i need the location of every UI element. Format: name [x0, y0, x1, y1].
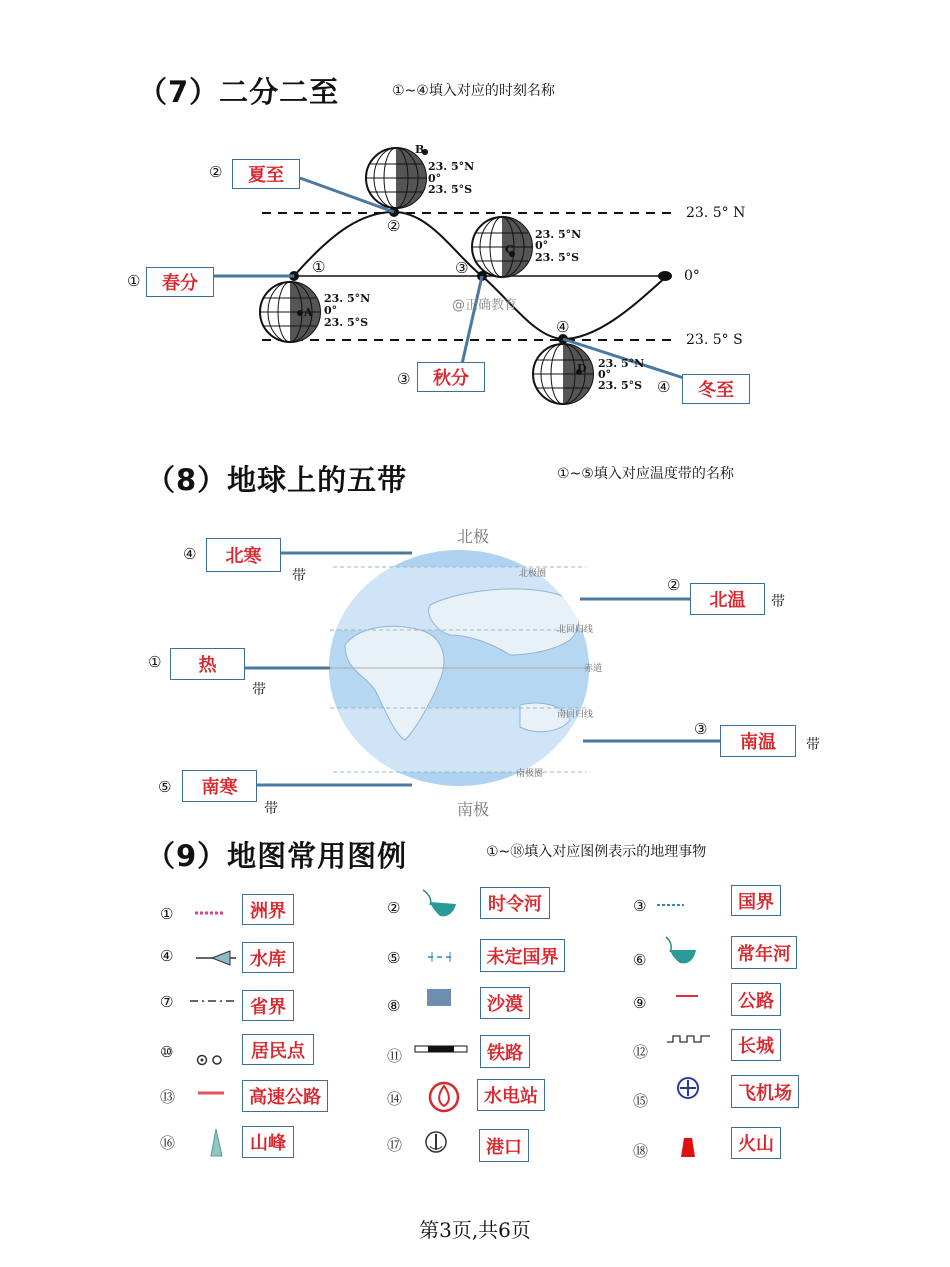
hydropower-symbol — [430, 1083, 458, 1111]
equator-label: 赤道 — [584, 664, 603, 674]
s9-num-5: ⑤ — [387, 949, 401, 967]
suffix-2: 带 — [771, 594, 785, 610]
peak-symbol — [211, 1129, 222, 1156]
answer-south-frigid[interactable]: 南寒 — [182, 770, 257, 802]
s9-num-6: ⑥ — [633, 951, 647, 969]
answer-south-temperate[interactable]: 南温 — [720, 725, 796, 757]
section7-title: （7）二分二至 — [138, 75, 340, 109]
legend-symbols — [0, 870, 950, 1170]
answer-expressway[interactable]: 高速公路 — [242, 1080, 328, 1112]
answer-reservoir[interactable]: 水库 — [242, 942, 294, 973]
s9-num-17: ⑰ — [387, 1136, 403, 1154]
globe-d-lat-n: 23. 5°N — [598, 357, 645, 370]
s9-num-15: ⑮ — [633, 1092, 649, 1110]
curve-num-3: ③ — [455, 259, 469, 277]
lat-0-label: 0° — [684, 268, 700, 284]
globe-b-lat-0: 0° — [428, 172, 442, 185]
airport-symbol — [678, 1078, 698, 1098]
desert-symbol — [427, 989, 451, 1006]
undetermined-boundary-symbol — [428, 952, 454, 962]
suffix-3: 带 — [806, 737, 820, 753]
five-zones-globe — [0, 505, 950, 815]
globe-c-lat-n: 23. 5°N — [535, 228, 582, 241]
suffix-4: 带 — [292, 568, 306, 584]
great-wall-symbol — [667, 1036, 710, 1042]
answer-seasonal-river[interactable]: 时令河 — [480, 887, 550, 919]
answer-volcano[interactable]: 火山 — [731, 1127, 781, 1159]
section9-title: （9）地图常用图例 — [146, 839, 408, 873]
answer-great-wall[interactable]: 长城 — [731, 1029, 781, 1061]
globe-b-lat-n: 23. 5°N — [428, 160, 475, 173]
port-symbol — [426, 1132, 446, 1152]
south-pole-label: 南极 — [457, 800, 490, 819]
point-c-label: C — [505, 243, 514, 256]
curve-num-1: ① — [312, 258, 326, 276]
s9-num-11: ⑪ — [387, 1047, 403, 1065]
globe-a-lat-s: 23. 5°S — [324, 316, 369, 329]
globe-b-lat-s: 23. 5°S — [428, 183, 473, 196]
s9-num-3: ③ — [633, 897, 647, 915]
answer-hydropower-station[interactable]: 水电站 — [477, 1079, 545, 1111]
section8-instruction: ①~⑤填入对应温度带的名称 — [557, 466, 734, 482]
settlement-symbol — [198, 1056, 222, 1065]
answer-railway[interactable]: 铁路 — [480, 1035, 530, 1068]
antarctic-circle-label: 南极圈 — [516, 769, 544, 779]
answer-peak[interactable]: 山峰 — [242, 1126, 294, 1158]
answer-perennial-river[interactable]: 常年河 — [731, 936, 797, 969]
answer-winter-solstice[interactable]: 冬至 — [682, 374, 750, 404]
lat-23s-label: 23. 5° S — [686, 332, 743, 348]
answer-north-frigid[interactable]: 北寒 — [206, 538, 281, 572]
s9-num-14: ⑭ — [387, 1090, 403, 1108]
railway-symbol — [415, 1046, 467, 1052]
s9-num-4: ④ — [160, 947, 174, 965]
answer-spring-equinox[interactable]: 春分 — [146, 267, 214, 297]
lat-23n-label: 23. 5° N — [686, 205, 746, 221]
answer-undetermined-boundary[interactable]: 未定国界 — [480, 939, 565, 972]
watermark: @正确教育 — [452, 298, 518, 313]
arctic-circle-label: 北极圈 — [519, 569, 547, 579]
globe-a-lat-n: 23. 5°N — [324, 292, 371, 305]
curve-num-2: ② — [387, 217, 401, 235]
point-d-label: D — [577, 362, 587, 375]
globe-c-lat-s: 23. 5°S — [535, 251, 580, 264]
answer-north-temperate[interactable]: 北温 — [690, 583, 765, 615]
seasonal-river-symbol — [423, 890, 456, 916]
section9-instruction: ①~⑱填入对应图例表示的地理事物 — [486, 844, 707, 860]
s9-num-12: ⑫ — [633, 1043, 649, 1061]
s9-num-7: ⑦ — [160, 993, 174, 1011]
answer-settlement[interactable]: 居民点 — [242, 1034, 314, 1065]
answer-highway[interactable]: 公路 — [731, 983, 781, 1016]
globe-c — [472, 217, 532, 277]
suffix-1: 带 — [252, 682, 266, 698]
s9-num-2: ② — [387, 899, 401, 917]
answer-desert[interactable]: 沙漠 — [480, 987, 530, 1019]
s7-num-3: ③ — [397, 370, 411, 388]
answer-port[interactable]: 港口 — [479, 1129, 529, 1162]
volcano-symbol — [681, 1138, 695, 1157]
point-a-label: A — [304, 306, 313, 319]
point-b-label: B — [415, 143, 425, 156]
section8-title: （8）地球上的五带 — [146, 463, 408, 497]
curve-num-4: ④ — [556, 318, 570, 336]
north-pole-label: 北极 — [457, 527, 490, 546]
globe-d-lat-s: 23. 5°S — [598, 379, 643, 392]
s9-num-16: ⑯ — [160, 1134, 176, 1152]
s9-num-10: ⑩ — [160, 1043, 174, 1061]
answer-autumn-equinox[interactable]: 秋分 — [417, 362, 485, 392]
s8-num-4: ④ — [183, 545, 197, 563]
s7-num-4: ④ — [657, 378, 671, 396]
globe-d-lat-0: 0° — [598, 368, 612, 381]
suffix-5: 带 — [264, 801, 278, 817]
tropic-capricorn-label: 南回归线 — [557, 710, 594, 720]
reservoir-symbol — [196, 951, 236, 965]
section7-instruction: ①~④填入对应的时刻名称 — [392, 83, 555, 99]
globe-c-lat-0: 0° — [535, 239, 549, 252]
s8-num-1: ① — [148, 653, 162, 671]
s9-num-1: ① — [160, 905, 174, 923]
globe-b — [366, 148, 426, 208]
s7-num-2: ② — [209, 163, 223, 181]
s8-num-5: ⑤ — [158, 778, 172, 796]
s9-num-8: ⑧ — [387, 997, 401, 1015]
answer-national-boundary[interactable]: 国界 — [731, 885, 781, 916]
globe-a-lat-0: 0° — [324, 304, 338, 317]
tropic-cancer-label: 北回归线 — [557, 625, 594, 635]
s9-num-9: ⑨ — [633, 994, 647, 1012]
answer-summer-solstice[interactable]: 夏至 — [232, 159, 300, 189]
s8-num-2: ② — [667, 576, 681, 594]
answer-airport[interactable]: 飞机场 — [731, 1075, 799, 1108]
answer-province-boundary[interactable]: 省界 — [242, 990, 294, 1021]
answer-continent-boundary[interactable]: 洲界 — [242, 894, 294, 925]
answer-torrid[interactable]: 热 — [170, 648, 245, 680]
page-footer: 第3页,共6页 — [419, 1218, 531, 1242]
s9-num-18: ⑱ — [633, 1142, 649, 1160]
s7-num-1: ① — [127, 272, 141, 290]
perennial-river-symbol — [666, 937, 696, 963]
s8-num-3: ③ — [694, 720, 708, 738]
s9-num-13: ⑬ — [160, 1088, 176, 1106]
